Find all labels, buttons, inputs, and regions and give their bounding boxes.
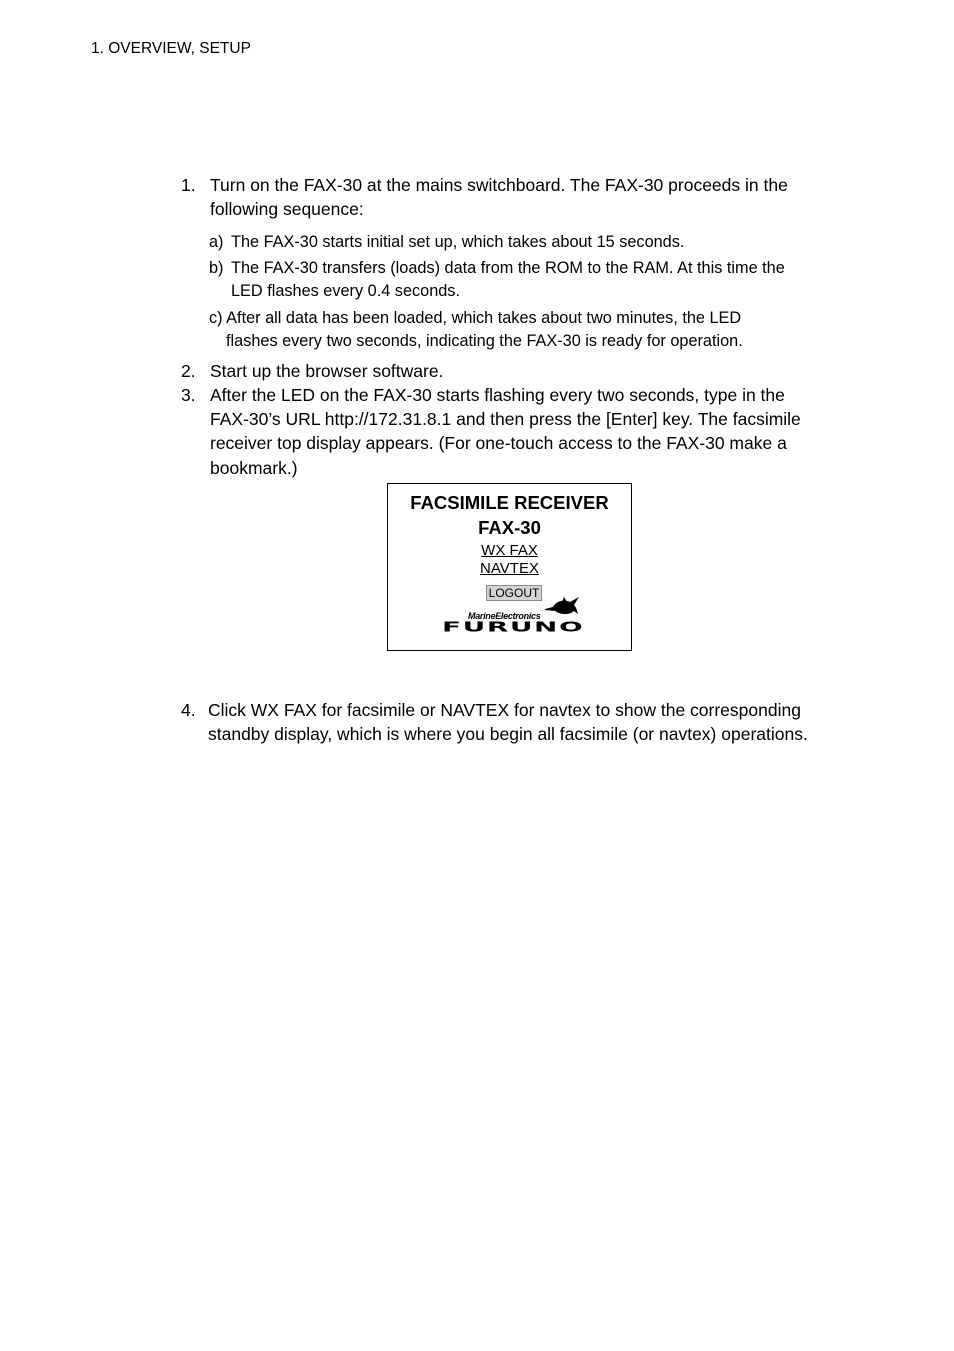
step-1-text-line-2: following sequence: [210,199,364,219]
wx-fax-link-row [388,542,631,559]
step-3-text-line-2: FAX-30’s URL http://172.31.8.1 and then press the [Enter] key. The facsimile [210,409,801,429]
fax-top-display-screen [387,483,632,651]
navtex-link-row [388,560,631,577]
substep-b-text-line-2: LED flashes every 0.4 seconds. [231,282,460,300]
substep-b-text-line-1: The FAX-30 transfers (loads) data from the ROM to the RAM. At this time the [231,259,785,277]
step-4-text-line-1: Click WX FAX for facsimile or NAVTEX for navtex to show the corresponding [208,700,801,720]
step-2-text: Start up the browser software. [210,361,444,381]
substep-a-label: a) [209,233,224,251]
step-3-text-line-3: receiver top display appears. (For one-touch access to the FAX-30 make a [210,433,787,453]
step-1-number: 1. [181,175,196,195]
navtex-link[interactable]: NAVTEX [480,560,539,577]
substep-c-text-line-2: flashes every two seconds, indicating the FAX-30 is ready for operation. [226,332,743,350]
wx-fax-link[interactable]: WX FAX [481,542,538,559]
step-3-text-line-1: After the LED on the FAX-30 starts flashing every two seconds, type in the [210,385,785,405]
marlin-fish-icon [544,596,580,622]
section-header: 1. OVERVIEW, SETUP [91,40,251,57]
logout-button[interactable]: LOGOUT [486,585,542,601]
step-4-text-line-2: standby display, which is where you begin all facsimile (or navtex) operations. [208,724,808,744]
step-4-number: 4. [181,700,196,720]
substep-a-text: The FAX-30 starts initial set up, which takes about 15 seconds. [231,233,685,251]
furuno-logo: FURUNO [442,620,585,636]
substep-c-text-line-1: c) After all data has been loaded, which takes about two minutes, the LED [209,309,742,327]
step-1-text-line-1: Turn on the FAX-30 at the mains switchboard. The FAX-30 proceeds in the [210,175,788,195]
fax-title-line-2: FAX-30 [478,517,541,538]
step-3-number: 3. [181,385,196,405]
brand-tagline: MarineElectronics [468,611,541,621]
step-2-number: 2. [181,361,196,381]
step-3-text-line-4: bookmark.) [210,458,298,478]
fax-title-line-1: FACSIMILE RECEIVER [410,492,609,513]
substep-b-label: b) [209,259,224,277]
